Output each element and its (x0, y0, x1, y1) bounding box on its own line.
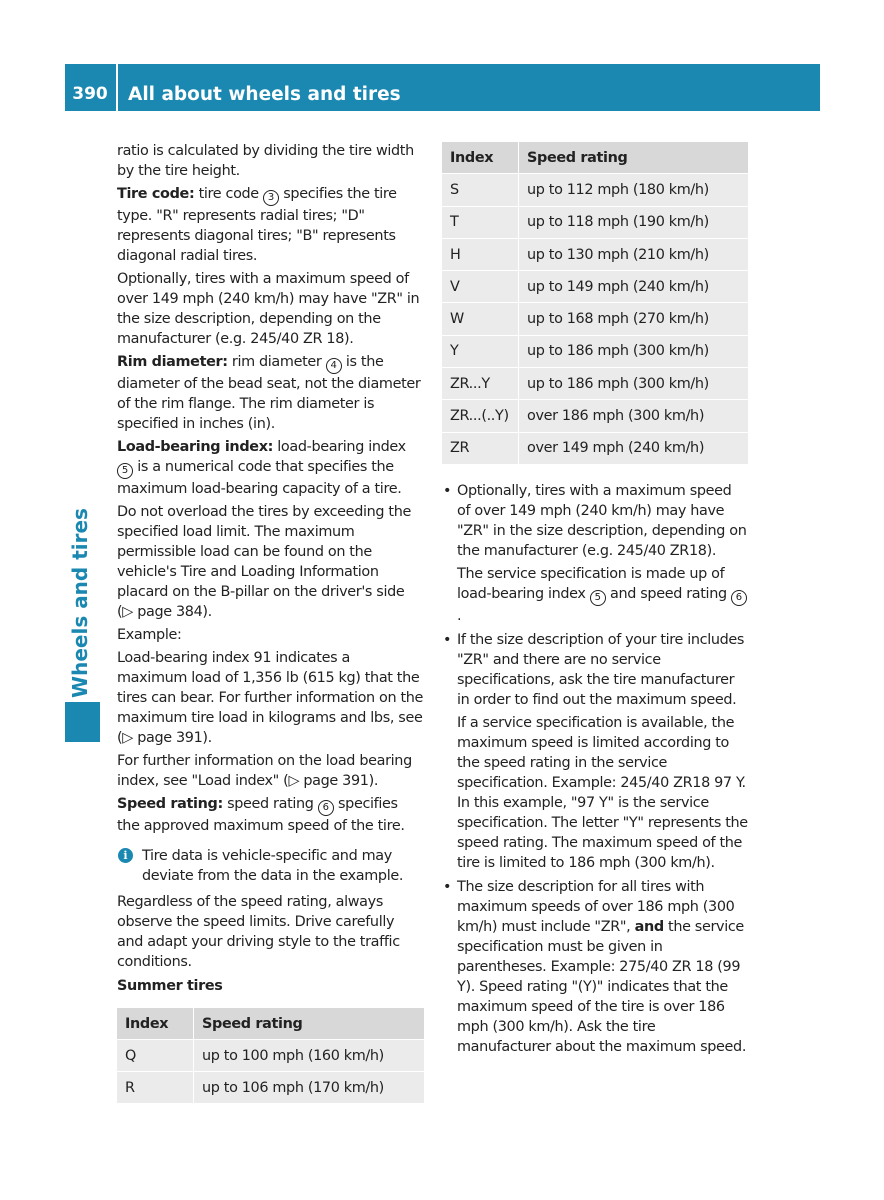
section-tab-marker (65, 702, 100, 742)
text: rim diameter (227, 354, 326, 370)
text: The size description for all tires with maximum speeds of over 186 mph (300 km/h) must include "ZR", (457, 878, 735, 935)
list-item-subtext (457, 564, 748, 626)
info-icon: i (118, 848, 133, 863)
list-item (442, 630, 748, 873)
table-row (442, 303, 748, 335)
term-label: Tire code: (117, 186, 195, 202)
table-cell: up to 186 mph (300 km/h) (519, 335, 749, 367)
paragraph-load-index (117, 437, 424, 499)
text: The service specification is made up of load-bearing index (457, 565, 725, 602)
table-cell: up to 106 mph (170 km/h) (194, 1072, 425, 1104)
page-header (65, 64, 820, 111)
list-item-text: If the size description of your tire includes "ZR" and there are no service specifications, ask the tire manufacturer in order to find out the maximum speed. (457, 631, 745, 708)
table-row (442, 238, 748, 270)
text: specifies the approved maximum speed of the tire. (117, 796, 405, 834)
table-cell: ZR...Y (442, 368, 519, 400)
header-divider (116, 64, 118, 111)
left-column (117, 141, 424, 1104)
term-label: Rim diameter: (117, 354, 228, 370)
list-item (442, 877, 748, 1057)
text: is the diameter of the bead seat, not the diameter of the rim flange. The rim diameter is specified in inches (in). (117, 354, 421, 432)
table-cell: up to 186 mph (300 km/h) (519, 368, 749, 400)
info-note (117, 846, 424, 886)
table-row (117, 1040, 424, 1072)
list-item-subtext: If a service specification is available, the maximum speed is limited according to the speed rating in the service specification. Example: 245/40 ZR18 97 Y. In this example, "97 Y" is the service specification. The letter "Y" represents the speed rating. The maximum speed of the tire is limited to 186 mph (300 km/h). (457, 714, 748, 871)
page-number: 390 (72, 84, 108, 104)
callout-number-icon: 3 (263, 190, 279, 206)
callout-number-icon: 6 (731, 590, 747, 606)
table-row (442, 271, 748, 303)
paragraph: Load-bearing index 91 indicates a maximum load of 1,356 lb (615 kg) that the tires can bear. For further information on the maximum tire load in kilograms and lbs, see (▷ page 391). (117, 650, 424, 746)
bullet-list (442, 481, 748, 1057)
text: and speed rating (605, 585, 731, 602)
paragraph: For further information on the load bearing index, see "Load index" (▷ page 391). (117, 753, 412, 789)
table-row (442, 400, 748, 432)
callout-number-icon: 4 (326, 358, 342, 374)
table-row (442, 335, 748, 367)
term-label: Speed rating: (117, 796, 223, 812)
table-cell: up to 112 mph (180 km/h) (519, 174, 749, 206)
summer-tires-table (117, 1008, 424, 1104)
table-header-row (117, 1008, 424, 1040)
table-cell: ZR...(..Y) (442, 400, 519, 432)
paragraph: Optionally, tires with a maximum speed of over 149 mph (240 km/h) may have "ZR" in the size description, depending on the manufacturer (e.g. 245/40 ZR 18). (117, 271, 420, 347)
paragraph-rim-diameter (117, 352, 424, 434)
paragraph-speed-rating (117, 794, 424, 836)
column-header: Index (442, 142, 519, 174)
paragraph: Do not overload the tires by exceeding the specified load limit. The maximum permissible load can be found on the vehicle's Tire and Loading Information placard on the B-pillar on the driver's side (▷ page 384). (117, 504, 411, 620)
info-text: Tire data is vehicle-specific and may deviate from the data in the example. (142, 848, 404, 884)
table-cell: over 149 mph (240 km/h) (519, 432, 749, 464)
table-row (442, 206, 748, 238)
text: specifies the tire type. "R" represents radial tires; "D" represents diagonal tires; "B" represents diagonal radial tires. (117, 186, 397, 264)
text: load-bearing index (273, 439, 406, 455)
table-cell: up to 130 mph (210 km/h) (519, 238, 749, 270)
callout-number-icon: 5 (590, 590, 606, 606)
table-cell: W (442, 303, 519, 335)
table-row (442, 174, 748, 206)
bullet-icon: • (443, 878, 452, 895)
column-header: Index (117, 1008, 194, 1040)
table-row (117, 1072, 424, 1104)
term-label: Load-bearing index: (117, 439, 274, 455)
table-cell: over 186 mph (300 km/h) (519, 400, 749, 432)
table-cell: V (442, 271, 519, 303)
list-item-text: Optionally, tires with a maximum speed of over 149 mph (240 km/h) may have "ZR" in the size description, depending on the manufacturer (e.g. 245/40 ZR18). (457, 482, 747, 559)
paragraph: Example: (117, 627, 182, 643)
text: speed rating (222, 796, 318, 812)
right-column (442, 142, 748, 1061)
emphasis-text: and (634, 918, 664, 935)
table-row (442, 432, 748, 464)
list-item (442, 481, 748, 626)
table-cell: T (442, 206, 519, 238)
table-cell: up to 100 mph (160 km/h) (194, 1040, 425, 1072)
column-header: Speed rating (519, 142, 749, 174)
callout-number-icon: 6 (318, 800, 334, 816)
table-cell: H (442, 238, 519, 270)
column-header: Speed rating (194, 1008, 425, 1040)
bullet-icon: • (443, 631, 452, 648)
paragraph: Regardless of the speed rating, always observe the speed limits. Drive carefully and adapt your driving style to the traffic conditions. (117, 894, 400, 970)
speed-rating-table (442, 142, 748, 465)
table-header-row (442, 142, 748, 174)
table-cell: S (442, 174, 519, 206)
table-cell: Y (442, 335, 519, 367)
bullet-icon: • (443, 482, 452, 499)
table-cell: Q (117, 1040, 194, 1072)
callout-number-icon: 5 (117, 463, 133, 479)
table-row (442, 368, 748, 400)
paragraph: ratio is calculated by dividing the tire width by the tire height. (117, 143, 414, 179)
table-cell: up to 168 mph (270 km/h) (519, 303, 749, 335)
table-cell: up to 149 mph (240 km/h) (519, 271, 749, 303)
section-tab-label: Wheels and tires (68, 508, 92, 698)
page-title: All about wheels and tires (128, 84, 401, 105)
table-cell: R (117, 1072, 194, 1104)
text: . (457, 607, 462, 624)
text: is a numerical code that specifies the maximum load-bearing capacity of a tire. (117, 459, 402, 497)
table-cell: up to 118 mph (190 km/h) (519, 206, 749, 238)
list-item-text (457, 877, 748, 1057)
paragraph-tire-code (117, 184, 424, 266)
table-cell: ZR (442, 432, 519, 464)
text: tire code (194, 186, 264, 202)
text: the service specification must be given in parentheses. Example: 275/40 ZR 18 (99 Y). Speed rating "(Y)" indicates that the maximum speed of the tire is over 186 mph (300 km/h). Ask the tire manufacturer about the maximum speed. (457, 918, 747, 1055)
summer-tires-heading: Summer tires (117, 978, 223, 994)
